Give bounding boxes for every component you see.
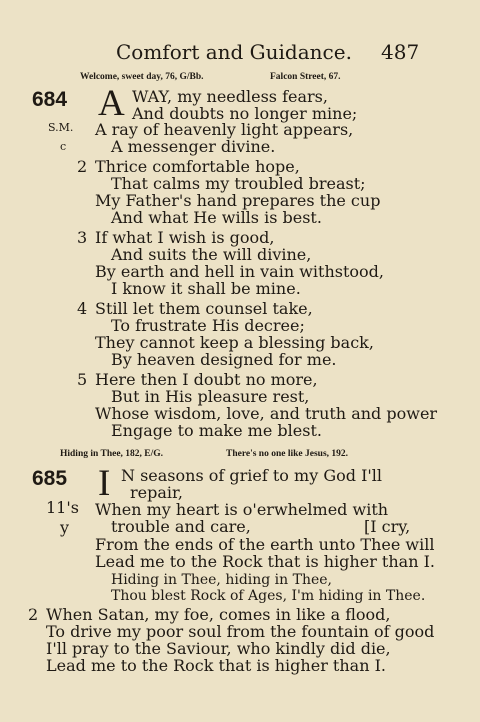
verse-2-line-2: To drive my poor soul from the fountain of good	[46, 622, 435, 641]
meter-label: 11's	[46, 498, 79, 517]
verse-1-carryover: [I cry,	[364, 517, 411, 536]
page-header-title: Comfort and Guidance.	[116, 40, 352, 64]
stanza-3-line-2: And suits the will divine,	[111, 245, 312, 264]
stanza-3-line-4: I know it shall be mine.	[111, 279, 301, 298]
verse-1-line-6: Lead me to the Rock that is higher than I.	[95, 552, 435, 571]
verse-1-line-1: N seasons of grief to my God I'll	[121, 466, 383, 485]
stanza-1-line-4: A messenger divine.	[111, 137, 276, 156]
stanza-number: 5	[77, 370, 88, 389]
stanza-1-line-3: A ray of heavenly light appears,	[95, 120, 354, 139]
chorus-line-1: Hiding in Thee, hiding in Thee,	[111, 572, 333, 588]
tune-reference-right: Falcon Street, 67.	[270, 72, 341, 82]
stanza-3-line-3: By earth and hell in vain withstood,	[95, 262, 384, 281]
stanza-number: 4	[77, 299, 88, 318]
verse-1-line-3: When my heart is o'erwhelmed with	[95, 500, 389, 519]
margin-marker: c	[60, 140, 67, 153]
stanza-number: 2	[77, 157, 88, 176]
page-number: 487	[381, 40, 420, 64]
stanza-3-line-1: If what I wish is good,	[95, 228, 275, 247]
verse-2-line-1: When Satan, my foe, comes in like a flood,	[46, 605, 391, 624]
hymn-number: 685	[32, 467, 68, 490]
hymn-number: 684	[32, 88, 68, 111]
stanza-2-line-1: Thrice comfortable hope,	[95, 157, 300, 176]
verse-2-line-4: Lead me to the Rock that is higher than I.	[46, 656, 386, 675]
verse-1-line-5: From the ends of the earth unto Thee will	[95, 535, 435, 554]
meter-label: S.M.	[48, 121, 74, 134]
stanza-4-line-2: To frustrate His decree;	[111, 316, 305, 335]
tune-reference-left: Welcome, sweet day, 76, G/Bb.	[80, 72, 204, 82]
stanza-1-line-1: WAY, my needless fears,	[132, 87, 328, 106]
drop-cap: A	[98, 83, 125, 124]
stanza-5-line-1: Here then I doubt no more,	[95, 370, 318, 389]
stanza-1-line-2: And doubts no longer mine;	[132, 104, 358, 123]
stanza-5-line-4: Engage to make me blest.	[111, 421, 322, 440]
stanza-4-line-3: They cannot keep a blessing back,	[95, 333, 374, 352]
stanza-5-line-2: But in His pleasure rest,	[111, 387, 310, 406]
tune-reference-right: There's no one like Jesus, 192.	[226, 449, 349, 459]
verse-1-line-2: repair,	[130, 483, 183, 502]
stanza-2-line-3: My Father's hand prepares the cup	[95, 191, 381, 210]
stanza-2-line-4: And what He wills is best.	[111, 208, 322, 227]
verse-1-line-4: trouble and care,	[111, 517, 251, 536]
margin-marker: y	[60, 518, 70, 537]
drop-cap: I	[98, 463, 111, 504]
stanza-number: 3	[77, 228, 88, 247]
stanza-2-line-2: That calms my troubled breast;	[111, 174, 366, 193]
stanza-4-line-1: Still let them counsel take,	[95, 299, 313, 318]
stanza-4-line-4: By heaven designed for me.	[111, 350, 337, 369]
stanza-5-line-3: Whose wisdom, love, and truth and power	[95, 404, 438, 423]
tune-reference-left: Hiding in Thee, 182, E/G.	[60, 449, 164, 459]
chorus-line-2: Thou blest Rock of Ages, I'm hiding in Thee.	[111, 588, 426, 604]
verse-number: 2	[28, 605, 39, 624]
verse-2-line-3: I'll pray to the Saviour, who kindly did die,	[46, 639, 391, 658]
